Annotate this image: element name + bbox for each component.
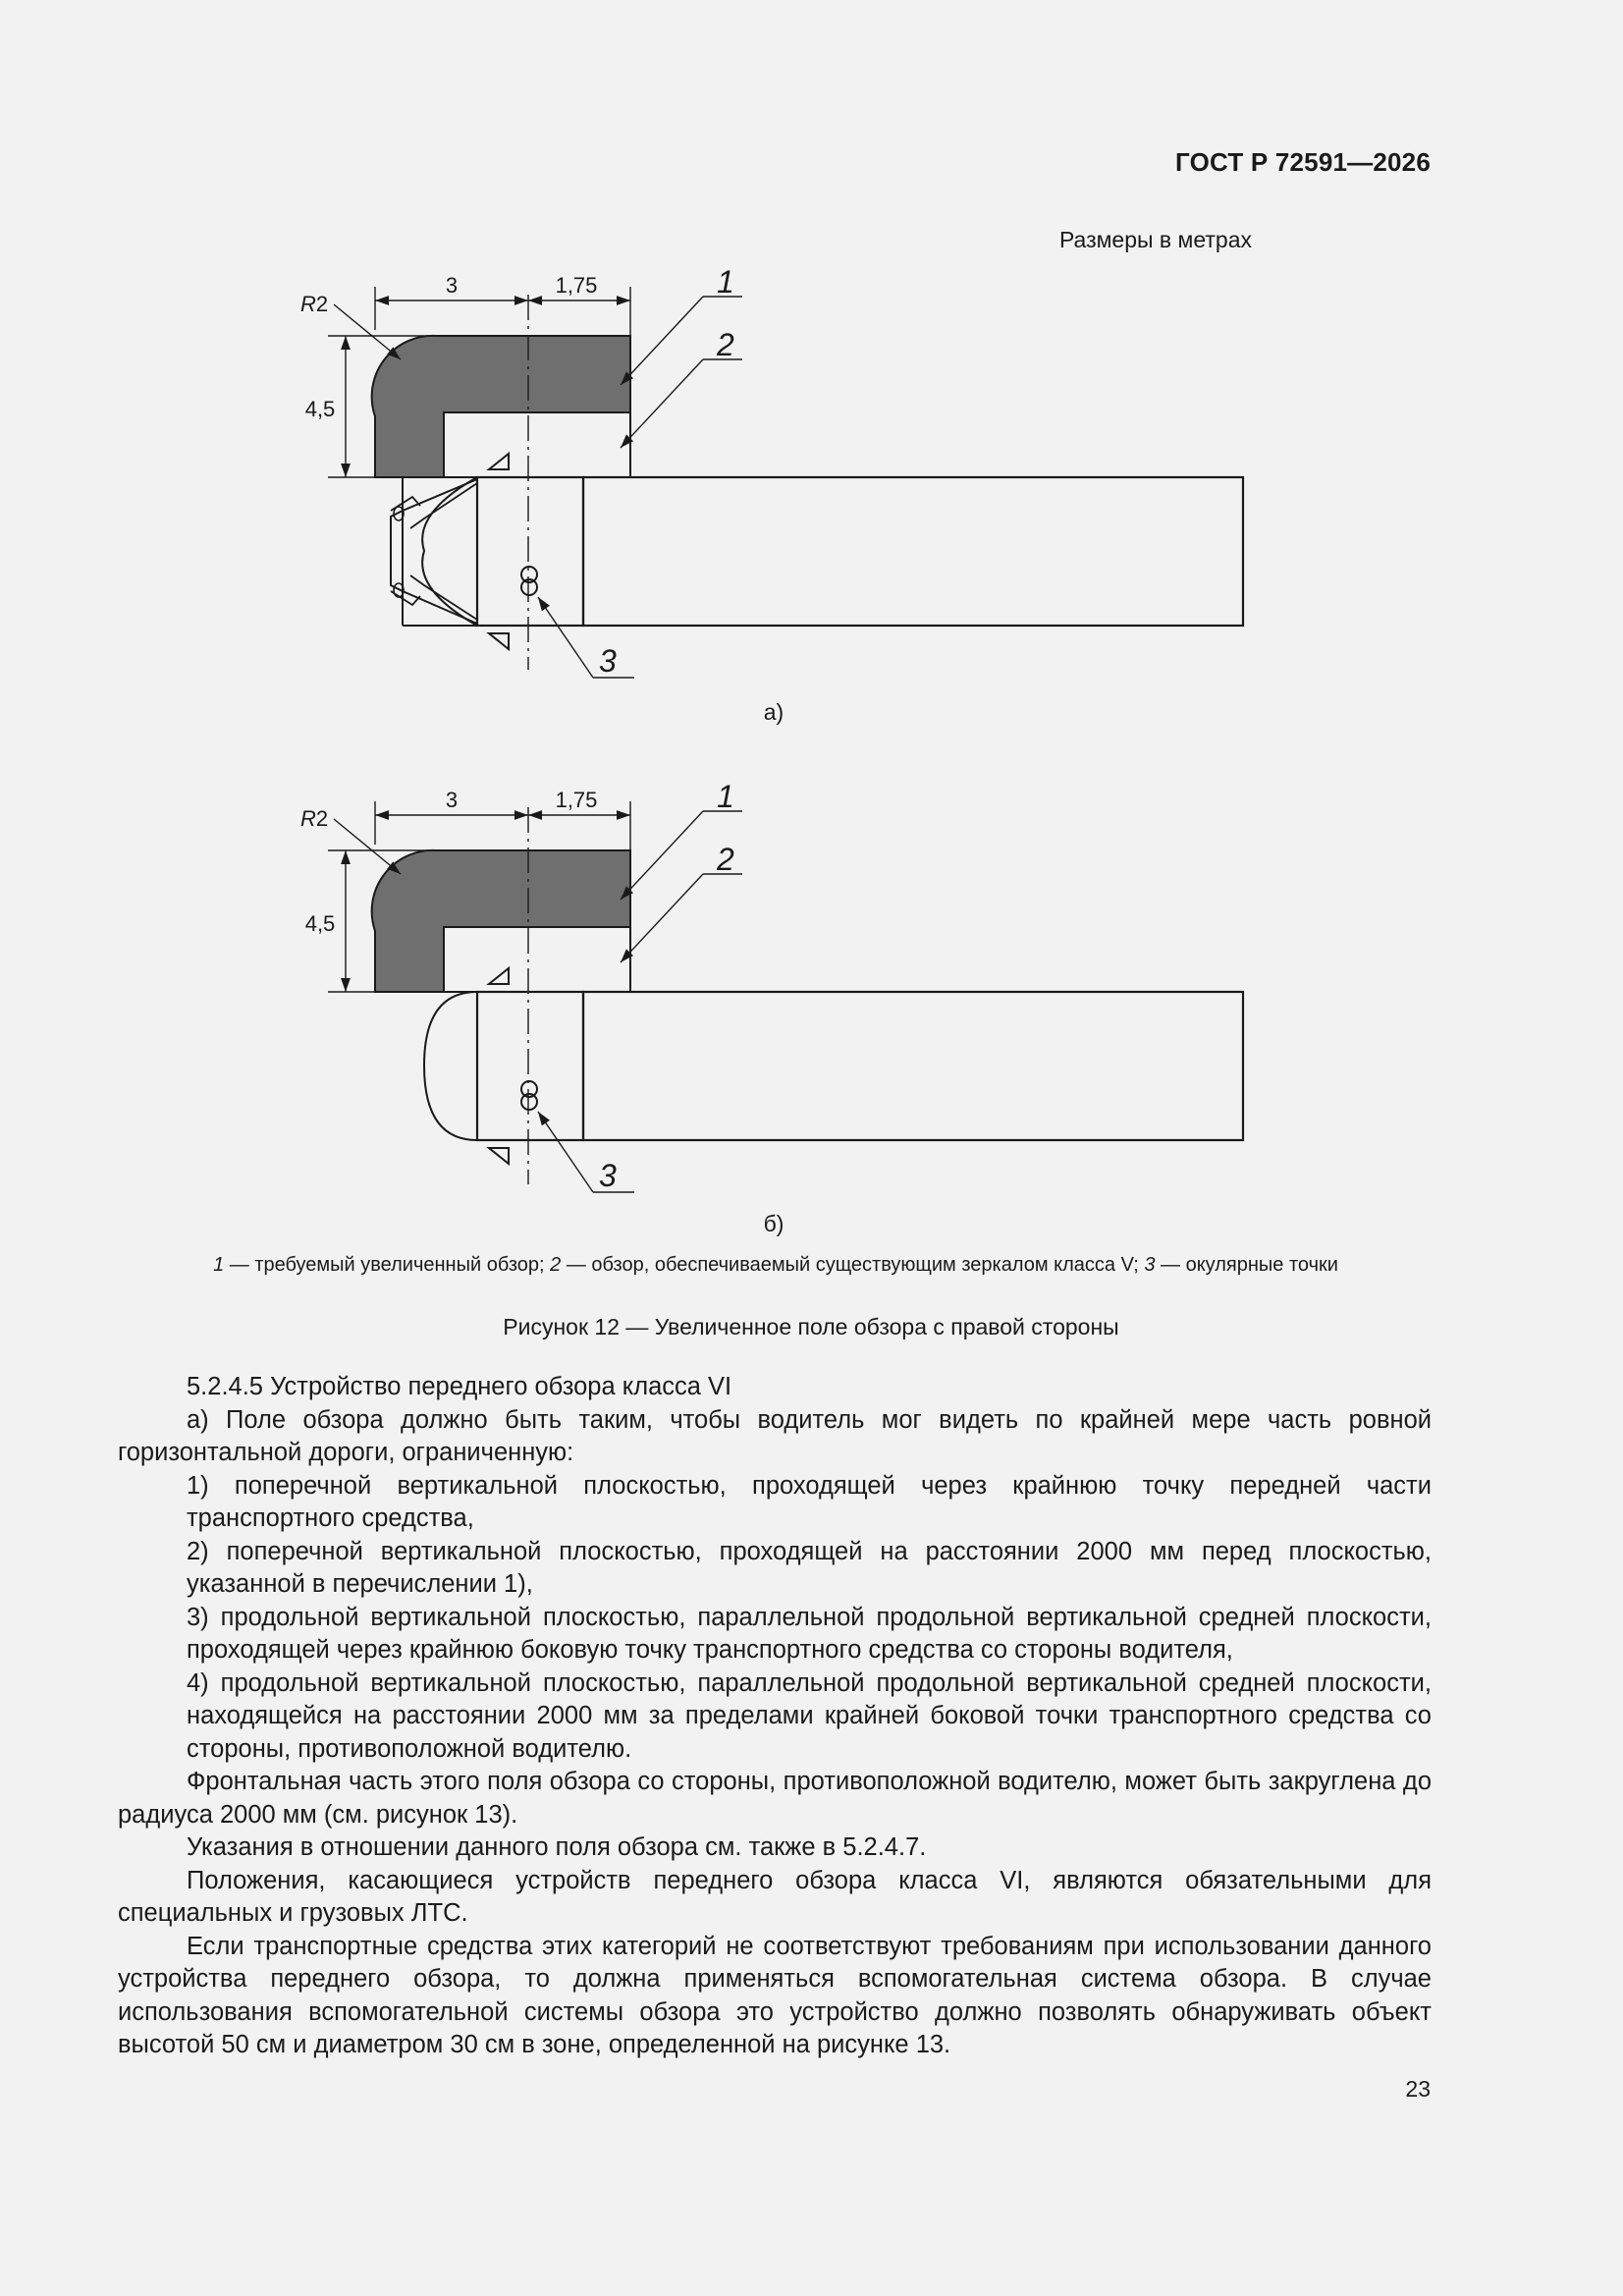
- vehicle-trailer: [583, 477, 1243, 626]
- list-item-1: 1) поперечной вертикальной плоскостью, проходящей через крайнюю точку передней части транспортного средства,: [187, 1471, 1432, 1532]
- paragraph-auxiliary: Если транспортные средства этих категорий не соответствуют требованиям при использовании данного устройства переднего обзора, то должна применяться вспомогательная система обзора. В случае использования вспомогательной системы обзора это устройство должно позволять обнаруживать объект высотой 50 см и диаметром 30 см в зоне, определенной на рисунке 13.: [118, 1932, 1432, 2058]
- figure-legend: 1 — требуемый увеличенный обзор; 2 — обзор, обеспечиваемый существующим зеркалом класса V; 3 — окулярные точки: [213, 1254, 1338, 1276]
- vehicle-cab: [477, 477, 583, 626]
- page-number: 23: [1405, 2076, 1431, 2102]
- dim-width-175: 1,75: [555, 788, 598, 812]
- vehicle-trailer: [583, 992, 1243, 1140]
- list-item-3: 3) продольной вертикальной плоскостью, параллельной продольной вертикальной средней плоскости, проходящей через крайнюю боковую точку транспортного средства со стороны водителя,: [187, 1603, 1432, 1664]
- paragraph-mandatory: Положения, касающиеся устройств переднего обзора класса VI, являются обязательными для специальных и грузовых ЛТС.: [118, 1866, 1432, 1927]
- subfigure-b-label: б): [763, 1211, 784, 1236]
- document-id-header: ГОСТ Р 72591—2026: [1175, 147, 1431, 177]
- mirror-v-field-outline: [444, 927, 630, 992]
- dim-height-45: 4,5: [304, 911, 336, 936]
- mirror-marker-bottom: [489, 1148, 509, 1164]
- dim-width-175: 1,75: [555, 273, 598, 298]
- label-1: 1: [717, 264, 734, 300]
- figure-caption: Рисунок 12 — Увеличенное поле обзора с правой стороны: [503, 1314, 1119, 1339]
- mirror-marker-top: [489, 968, 509, 984]
- vehicle-cab: [477, 992, 583, 1140]
- mirror-marker-bottom: [489, 633, 509, 649]
- subfigure-a-label: а): [763, 699, 784, 725]
- dim-width-3: 3: [445, 273, 459, 298]
- units-note: Размеры в метрах: [1058, 227, 1252, 252]
- list-item-4: 4) продольной вертикальной плоскостью, параллельной продольной вертикальной средней плоскости, находящейся на расстоянии 2000 мм за пределами крайней боковой точки транспортного средства со стороны, противоположной водителю.: [187, 1668, 1432, 1763]
- paragraph-a: а) Поле обзора должно быть таким, чтобы водитель мог видеть по крайней мере часть ровной горизонтальной дороги, ограниченную:: [118, 1405, 1432, 1466]
- label-1: 1: [717, 779, 734, 814]
- paragraph-reference: Указания в отношении данного поля обзора см. также в 5.2.4.7.: [187, 1833, 927, 1861]
- mirror-v-field-outline: [444, 412, 630, 477]
- vehicle-front-hood: [424, 992, 477, 1140]
- required-field-area: [372, 336, 630, 477]
- mirror-marker-top: [489, 454, 509, 469]
- label-3: 3: [599, 643, 617, 679]
- label-2: 2: [717, 327, 734, 362]
- list-item-2: 2) поперечной вертикальной плоскостью, проходящей на расстоянии 2000 мм перед плоскостью, указанной в перечислении 1),: [187, 1537, 1432, 1598]
- figure-12a: [0, 246, 1623, 707]
- paragraph-front: Фронтальная часть этого поля обзора со стороны, противоположной водителю, может быть закруглена до радиуса 2000 мм (см. рисунок 13).: [118, 1768, 1432, 1829]
- dim-height-45: 4,5: [304, 397, 336, 421]
- required-field-area: [372, 850, 630, 992]
- figure-12b: [0, 761, 1623, 1223]
- label-2: 2: [717, 842, 734, 877]
- radius-label: R2: [300, 292, 329, 316]
- dim-width-3: 3: [445, 788, 459, 812]
- label-3: 3: [599, 1158, 617, 1193]
- radius-label: R2: [300, 806, 329, 831]
- body-text: [118, 1371, 1432, 2062]
- section-heading: 5.2.4.5 Устройство переднего обзора класса VI: [187, 1373, 732, 1400]
